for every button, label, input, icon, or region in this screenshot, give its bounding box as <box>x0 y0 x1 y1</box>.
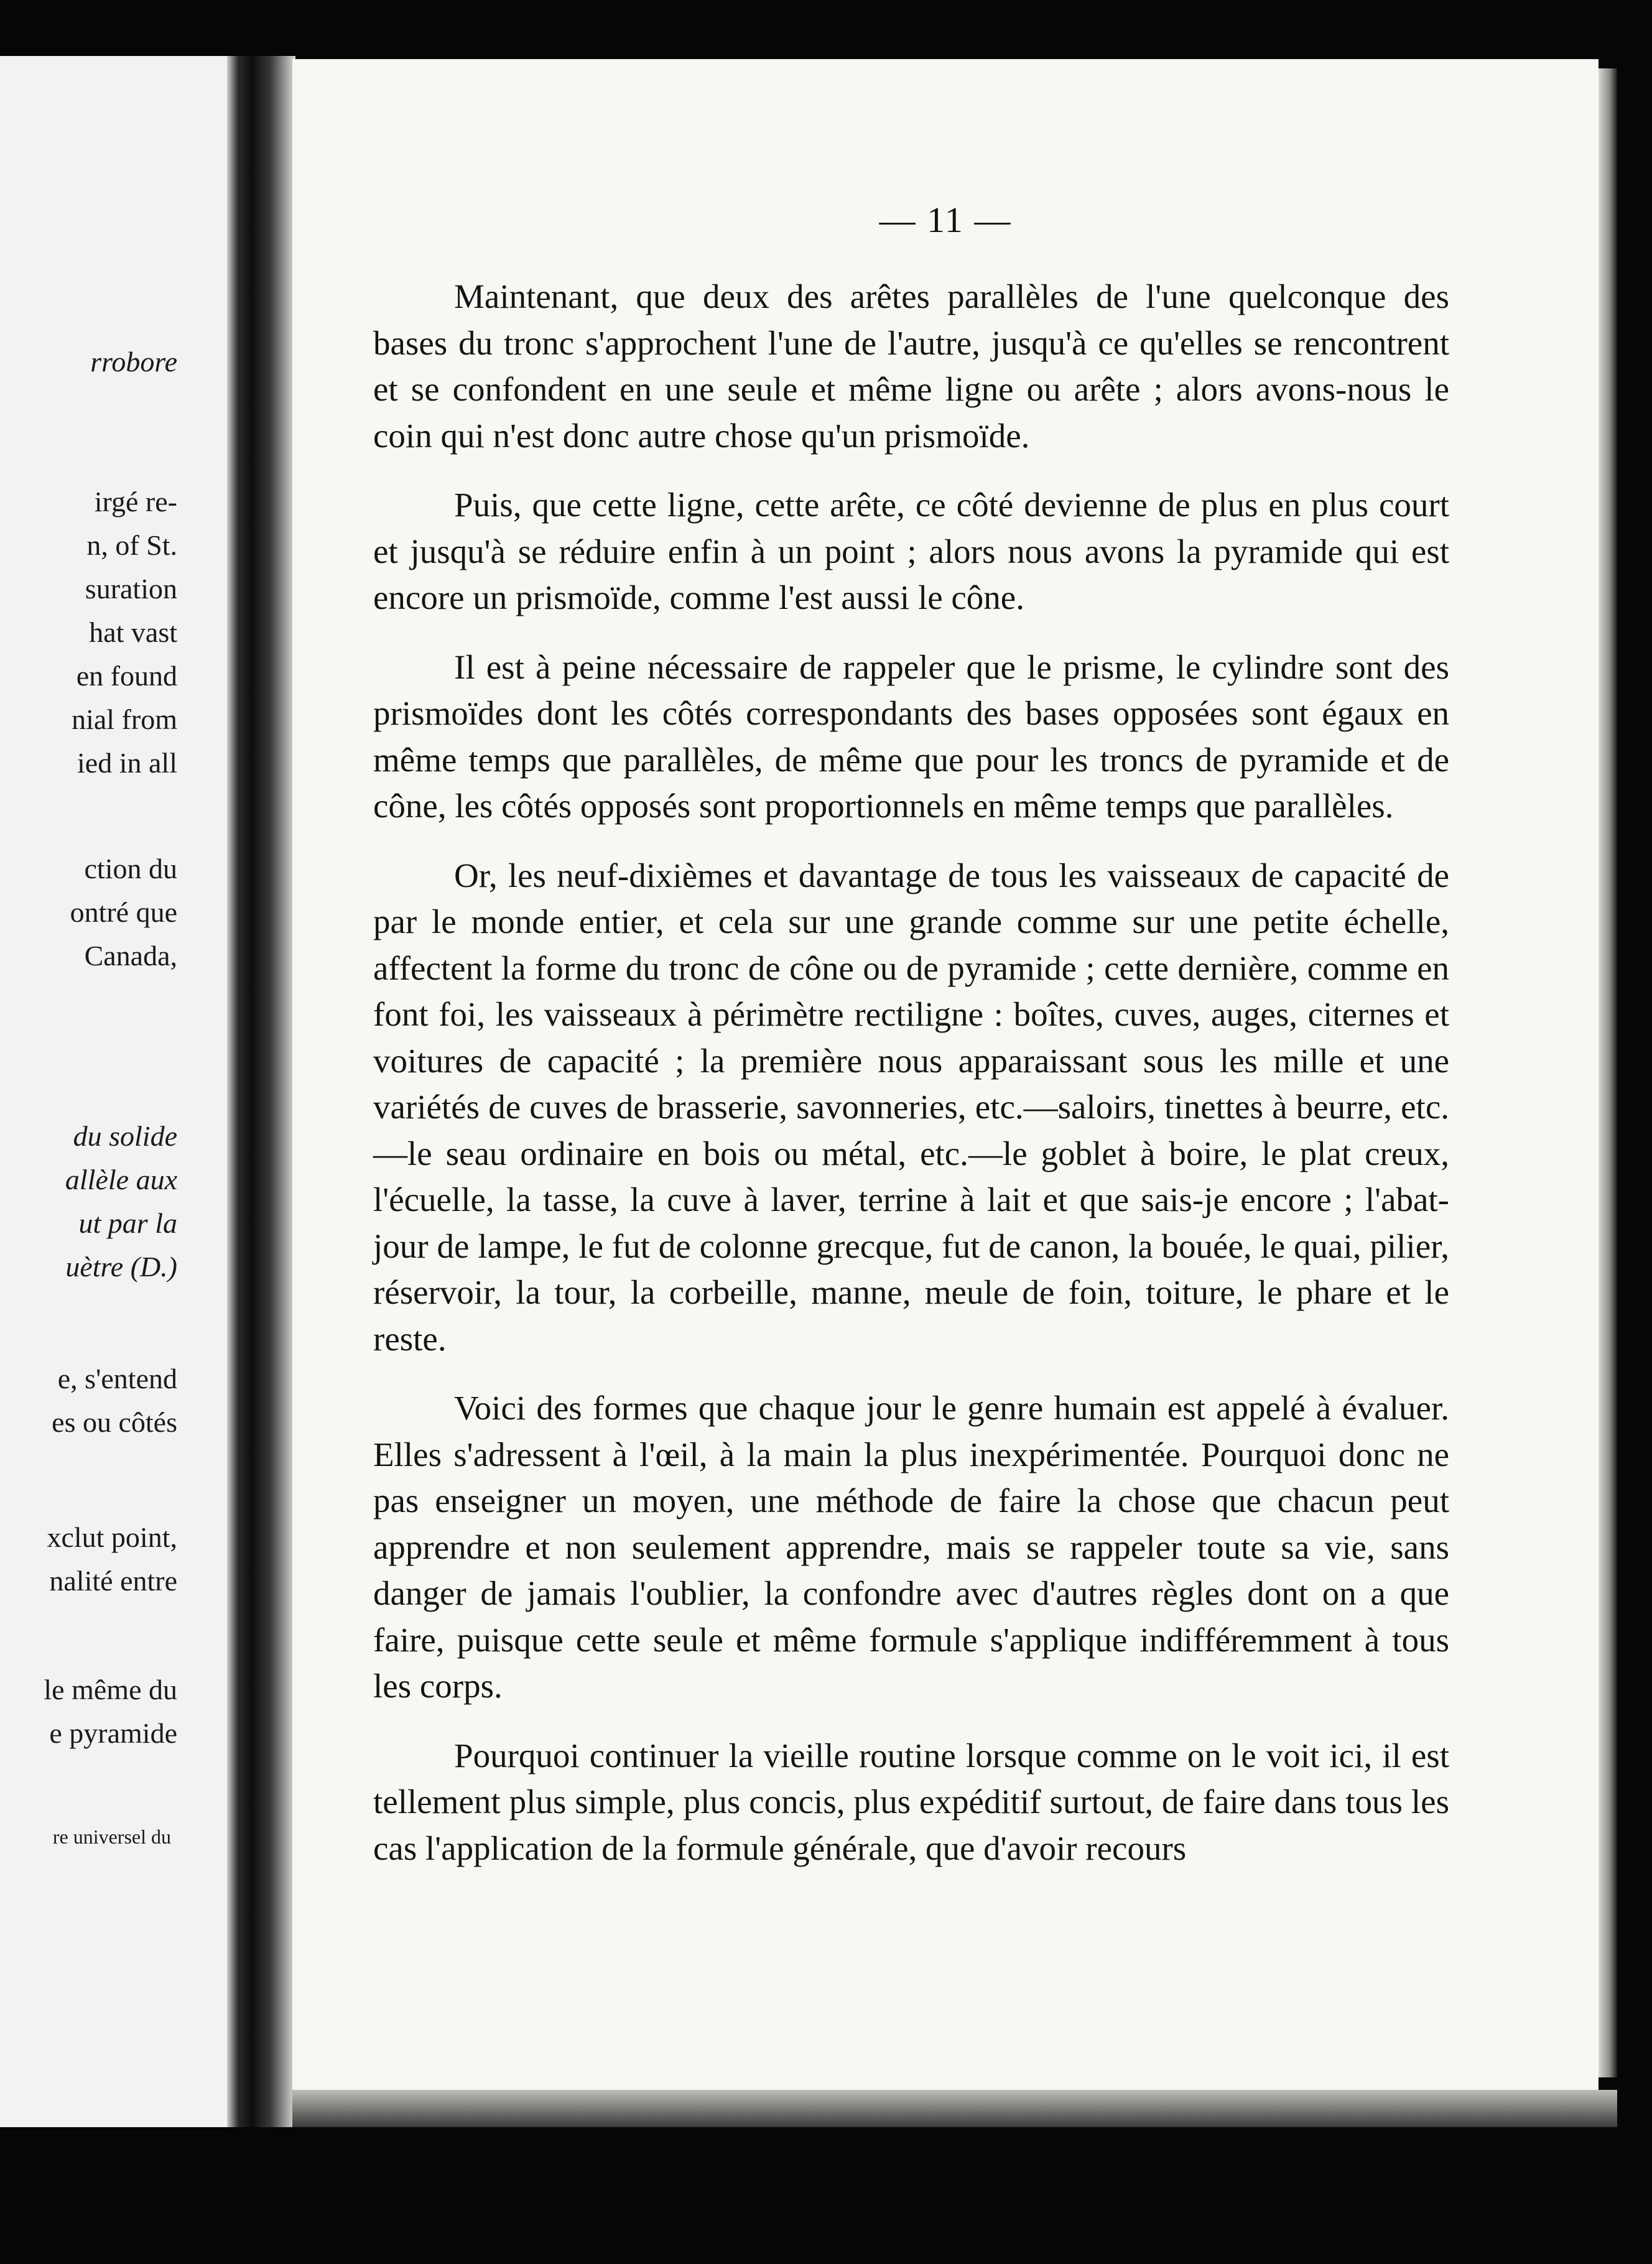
left-page-line: en found <box>76 660 177 692</box>
paragraph-1: Maintenant, que deux des arêtes parallèles de l'une quelconque des bases du tronc s'approchent l'une de l'autre, jusqu'à ce qu'elles se rencontrent et se confondent en une seule et même ligne ou arête ; alors avons-nous le coin qui n'est donc autre chose qu'un prismoïde. <box>373 277 1449 455</box>
left-page-line: rrobore <box>90 346 177 378</box>
left-page-line: xclut point, <box>47 1521 177 1553</box>
book-gutter <box>227 56 295 2127</box>
page-bottom-shadow <box>292 2090 1617 2127</box>
main-page <box>292 59 1599 2090</box>
left-page-line: hat vast <box>89 616 177 648</box>
left-page-line: ontré que <box>70 896 177 928</box>
left-page-line: uètre (D.) <box>65 1251 177 1283</box>
paragraph-2: Puis, que cette ligne, cette arête, ce côté devienne de plus en plus court et jusqu'à se réduire enfin à un point ; alors nous avons la pyramide qui est encore un prismoïde, comme l'est aussi le cône. <box>373 486 1449 616</box>
paragraph-5: Voici des formes que chaque jour le genre humain est appelé à évaluer. Elles s'adressent à l'œil, à la main la plus inexpérimentée. Pourquoi donc ne pas enseigner un moyen, une méthode de faire la chose que chacun peut apprendre et non seulement apprendre, mais se rappeler toute sa vie, sans danger de jamais l'oublier, la confondre avec d'autres règles dont on a que faire, puisque cette seule et même formule s'applique indifféremment à tous les corps. <box>373 1389 1449 1705</box>
left-page-line: ied in all <box>77 747 177 779</box>
left-page-line: re universel du <box>52 1826 171 1848</box>
left-page-line: Canada, <box>84 940 177 972</box>
paragraph-6: Pourquoi continuer la vieille routine lorsque comme on le voit ici, il est tellement plus simple, plus concis, plus expéditif surtout, de faire dans tous les cas l'application de la formule générale, que d'avoir recours <box>373 1736 1449 1867</box>
page-number: — 11 — <box>879 200 1012 240</box>
left-page-line: nial from <box>72 703 177 735</box>
left-page-line: suration <box>85 573 177 605</box>
paragraph-4: Or, les neuf-dixièmes et davantage de tous les vaisseaux de capacité de par le monde entier, et cela sur une grande comme sur une petite échelle, affectent la forme du tronc de cône ou de pyramide ; cette dernière, comme en font foi, les vaisseaux à périmètre rectiligne : boîtes, cuves, auges, citernes et voitures de capacité ; la première nous apparaissant sous les mille et une variétés de cuves de brasserie, savonneries, etc.—saloirs, tinettes à beurre, etc.—le seau ordinaire en bois ou métal, etc.—le goblet à boire, le plat creux, l'écuelle, la tasse, la cuve à laver, terrine à lait et que sais-je encore ; l'abat-jour de lampe, le fut de colonne grecque, fut de canon, la bouée, le quai, pilier, réservoir, la tour, la corbeille, manne, meule de foin, toiture, le phare et le reste. <box>373 856 1449 1358</box>
left-page-line: e, s'entend <box>57 1363 177 1394</box>
left-page-line: irgé re- <box>94 486 177 517</box>
left-page-line: e pyramide <box>49 1717 177 1749</box>
page-edge <box>1599 68 1617 2077</box>
left-page-line: le même du <box>44 1674 177 1705</box>
body-text <box>373 274 1449 1895</box>
left-facing-page <box>0 56 227 2127</box>
left-page-line: es ou côtés <box>52 1406 177 1438</box>
left-page-line: du solide <box>73 1120 177 1152</box>
left-page-line: allèle aux <box>65 1164 177 1195</box>
left-page-line: n, of St. <box>86 529 177 561</box>
left-page-line: ut par la <box>78 1207 177 1239</box>
paragraph-3: Il est à peine nécessaire de rappeler que le prisme, le cylindre sont des prismoïdes dont les côtés correspondants des bases opposées sont égaux en même temps que parallèles, de même que pour les troncs de pyramide et de cône, les côtés opposés sont proportionnels en même temps que parallèles. <box>373 647 1449 825</box>
left-page-line: ction du <box>84 853 177 884</box>
left-page-line: nalité entre <box>49 1565 177 1597</box>
